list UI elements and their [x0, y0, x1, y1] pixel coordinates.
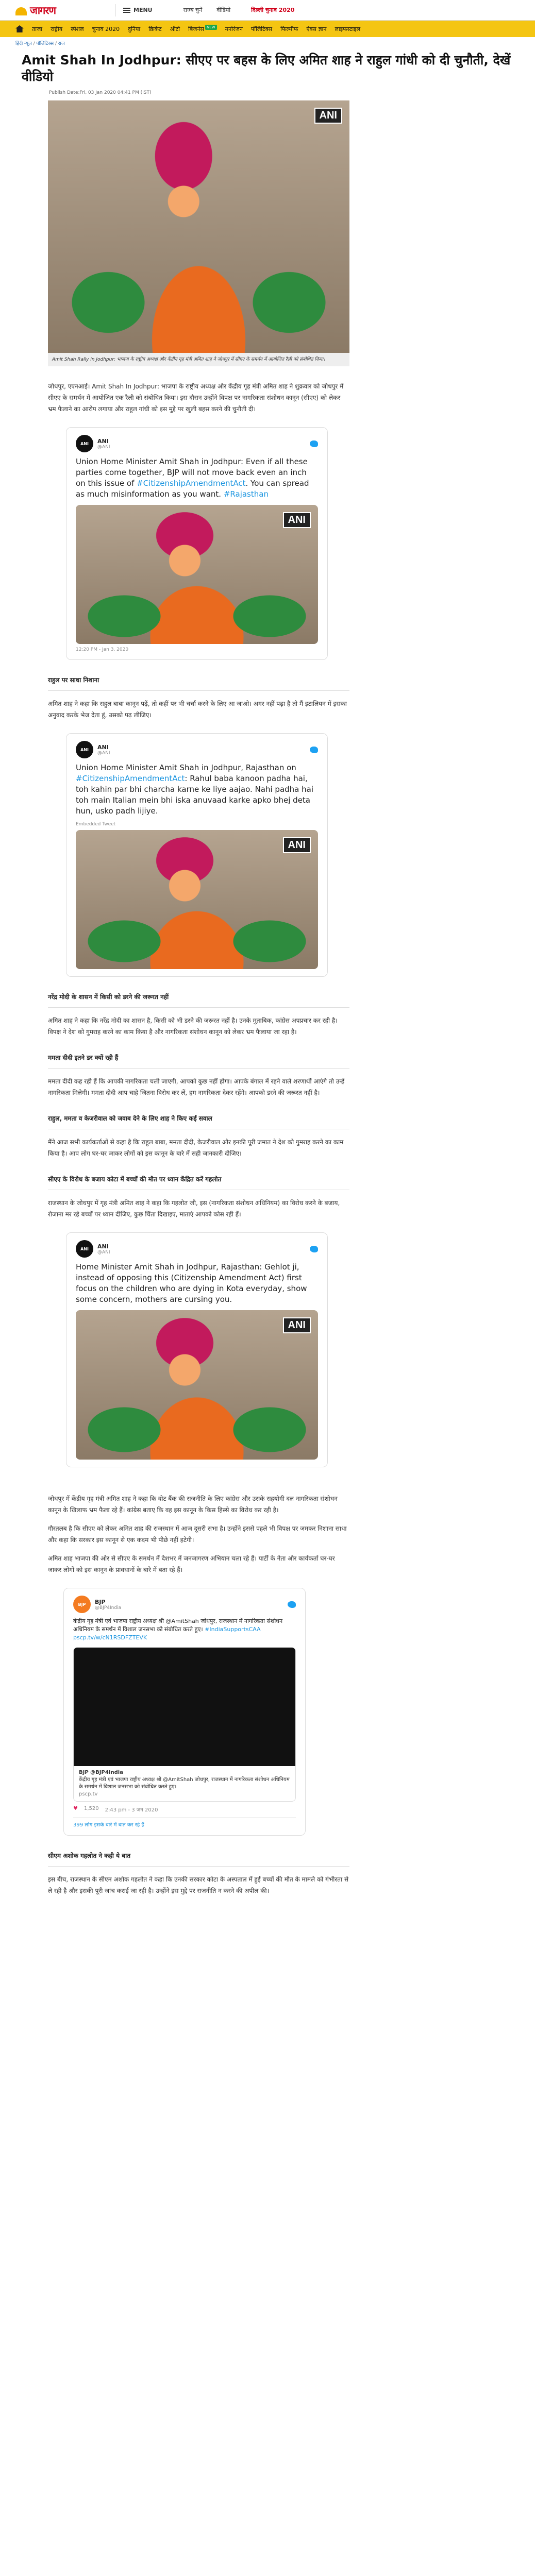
hero-image	[48, 100, 349, 353]
nav-item[interactable]: लाइफस्टाइल	[335, 25, 361, 32]
tweet-text: Union Home Minister Amit Shah in Jodhpur, Rajasthan on #CitizenshipAmendmentAct: Rahul baba kanoon padha hai, toh kahin par bhi charcha karne ke liye aajao. Nahi padha hai toh main Italian mein bhi iska anuvaad karke apko bhej deta hun, usko padh lijiye.	[76, 763, 314, 816]
hashtag-link[interactable]: #Rajasthan	[223, 489, 269, 499]
paragraph: गौरतलब है कि सीएए को लेकर अमित शाह की राजस्थान में आज दूसरी सभा है। उन्होंने इससे पहले भी विपक्ष पर जमकर निशाना साधा और कहा कि सरकार इस कानून से एक कदम भी पीछे नहीं हटेगी।	[48, 1525, 347, 1544]
nav-item[interactable]: चुनाव 2020	[92, 25, 120, 32]
tweet-embed: ANI ANI @ANI Home Minister Amit Shah in Jodhpur, Rajasthan: Gehlot ji, instead of opposing this (Citizenship Amendment Act) first focus on the children who are dying in Kota everyday, show some concern, mothers are cursing you. ANI	[66, 1232, 328, 1467]
hashtag-link[interactable]: #IndiaSupportsCAA	[205, 1626, 261, 1633]
tweet-footer: 12:20 PM - Jan 3, 2020	[76, 647, 129, 652]
tweet-footer: Embedded Tweet	[76, 822, 116, 827]
menu-button[interactable]: MENU	[115, 4, 153, 16]
nav-item[interactable]: बिजनेस $^{NEW}$	[188, 25, 216, 33]
ani-avatar[interactable]: ANI	[76, 741, 93, 758]
tweet-image[interactable]: ANI	[76, 1310, 318, 1460]
nav-item[interactable]: राष्ट्रीय	[51, 25, 63, 32]
paragraph: अमित शाह ने कहा कि नरेंद्र मोदी का शासन है, किसी को भी डरने की जरूरत नहीं है। उनके मुताबिक, कांग्रेस अपप्रचार कर रही है। विपक्ष ने देश को गुमराह करने का काम किया है और नागरिकता संशोधन कानून को लेकर भ्रम फैलाया जा रहा है।	[48, 1017, 338, 1036]
heart-icon[interactable]: ♥	[73, 1806, 78, 1811]
subheading: सीएम अशोक गहलोत ने कही ये बात	[48, 1851, 349, 1867]
paragraph: जोधपुर में केंद्रीय गृह मंत्री अमित शाह ने कहा कि वोट बैंक की राजनीति के लिए कांग्रेस और उसके सहयोगी दल नागरिकता संशोधन कानून के खिलाफ भ्रम फैला रहे हैं। कांग्रेस बताए कि वह इस कानून के किस हिस्से का विरोध कर रही है।	[48, 1495, 338, 1514]
hashtag-link[interactable]: #CitizenshipAmendmentAct	[76, 774, 185, 783]
ani-avatar[interactable]: ANI	[76, 435, 93, 452]
twitter-bird-icon[interactable]	[310, 440, 318, 447]
nav-item[interactable]: ऐक्स ज्ञान	[306, 25, 327, 32]
twitter-bird-icon[interactable]	[310, 747, 318, 753]
paragraph: राजस्थान के जोधपुर में गृह मंत्री अमित शाह ने कहा कि गहलोत जी, इस (नागरिकता संशोधन अधिनियम) का विरोध करने के बजाय, रोजाना मर रहे बच्चों पर ध्यान दीजिए, कुछ चिंता दिखाइए, माताएं आपको कोस रही हैं।	[48, 1199, 340, 1218]
hero-caption: Amit Shah Rally in Jodhpur: भाजपा के राष्ट्रीय अध्यक्ष और केंद्रीय गृह मंत्री अमित शाह ने जोधपुर में सीएए के समर्थन में आयोजित रैली को संबोधित किया।	[48, 353, 349, 366]
site-logo[interactable]: जागरण	[15, 3, 113, 17]
subheading: राहुल, ममता व केजरीवाल को जवाब देने के लिए शाह ने किए कई सवाल	[48, 1114, 349, 1129]
hashtag-link[interactable]: #CitizenshipAmendmentAct	[137, 479, 246, 488]
periscope-card[interactable]: BJP @BJP4India केंद्रीय गृह मंत्री एवं भाजपा राष्ट्रीय अध्यक्ष श्री @AmitShah जोधपुर, राजस्थान में नागरिकता संशोधन अधिनियम के समर्थन में विशाल जनसभा को संबोधित करते हुए। pscp.tv	[73, 1647, 296, 1802]
tweet-embed: ANI ANI @ANI Union Home Minister Amit Shah in Jodhpur, Rajasthan on #CitizenshipAmendmentAct: Rahul baba kanoon padha hai, toh kahin par bhi charcha karne ke liye aajao. Nahi padha hai toh main Italian mein bhi iska anuvaad karke apko bhej deta hun, usko padh lijiye. Embedded Tweet ANI	[66, 733, 328, 977]
breadcrumb-sub[interactable]: राज	[58, 41, 65, 46]
bjp-avatar[interactable]: BJP	[73, 1596, 91, 1613]
nav-item[interactable]: ताजा	[32, 25, 43, 32]
article-body	[48, 100, 349, 1896]
nav-item[interactable]: मनोरंजन	[225, 25, 243, 32]
tweet-text: Home Minister Amit Shah in Jodhpur, Rajasthan: Gehlot ji, instead of opposing this (Citizenship Amendment Act) first focus on the children who are dying in Kota everyday, show some concern, mothers are cursing you.	[76, 1262, 307, 1304]
subheading: सीएए के विरोध के बजाय कोटा में बच्चों की मौत पर ध्यान केंद्रित करें गहलोत	[48, 1175, 349, 1190]
conversation-link[interactable]: 399 लोग इसके बारे में बात कर रहे हैं	[73, 1817, 296, 1828]
subheading: राहुल पर साधा निशाना	[48, 675, 349, 691]
new-badge: NEW	[205, 25, 217, 30]
bjp-tweet-embed: BJP BJP @BJP4India केंद्रीय गृह मंत्री एवं भाजपा राष्ट्रीय अध्यक्ष श्री @AmitShah जोधपुर, राजस्थान में नागरिकता संशोधन अधिनियम के समर्थन में विशाल जनसभा को संबोधित करते हुए। #IndiaSupportsCAA pscp.tv/w/cN1RSDFZTEVK BJP @BJP4India केंद्रीय गृह मंत्री एवं भाजपा राष्ट्रीय अध्यक्ष श्री @AmitShah जोधपुर, राजस्थान में नागरिकता संशोधन अधिनियम के समर्थन में विशाल जनसभा को संबोधित करते हुए। pscp.tv ♥ 1,520 2:43 pm - 3 जन 2020 399 लोग इसके बारे में बात कर रहे हैं	[63, 1588, 306, 1836]
ani-watermark: ANI	[314, 108, 342, 124]
nav-item[interactable]: क्रिकेट	[148, 25, 162, 32]
main-nav	[0, 21, 535, 37]
article-title: Amit Shah In Jodhpur: सीएए पर बहस के लिए अमित शाह ने राहुल गांधी को दी चुनौती, देखें वीडियो	[22, 53, 511, 84]
nav-item[interactable]: ऑटो	[170, 25, 180, 32]
publish-date: Publish Date:Fri, 03 Jan 2020 04:41 PM (IST)	[49, 90, 152, 95]
site-header	[0, 0, 535, 21]
paragraph: मैंने आज सभी कार्यकर्ताओं से कहा है कि राहुल बाबा, ममता दीदी, केजरीवाल और इनकी पूरी जमात ने देश को गुमराह करने का काम किया है। आप लोग घर-घर जाकर लोगों को इस कानून के बारे में सही जानकारी दीजिए।	[48, 1139, 344, 1157]
sun-icon	[15, 7, 27, 15]
paragraph: अमित शाह भाजपा की ओर से सीएए के समर्थन में देशभर में जनजागरण अभियान चला रहे हैं। पार्टी के नेता और कार्यकर्ता घर-घर जाकर लोगों को इस कानून के प्रावधानों के बारे में बता रहे हैं।	[48, 1555, 335, 1573]
paragraph: ममता दीदी कह रही हैं कि आपकी नागरिकता चली जाएगी, आपको कुछ नहीं होगा। आपके बंगाल में रहने वाले शरणार्थी आएंगे तो उन्हें नागरिकता मिलेगी। ममता दीदी आप चाहे जितना विरोध कर लें, हम नागरिकता देकर रहेंगे। आपको डरने की जरूरत नहीं है।	[48, 1078, 345, 1096]
election-link[interactable]: दिल्ली चुनाव 2020	[251, 7, 295, 13]
hamburger-icon	[123, 8, 130, 13]
paragraph: इस बीच, राजस्थान के सीएम अशोक गहलोत ने कहा कि उनकी सरकार कोटा के अस्पताल में हुई बच्चों की मौत के मामले को गंभीरता से ले रही है और इसकी पूरी जांच कराई जा रही है। उन्होंने इस मुद्दे पर राजनीति न करने की अपील की।	[48, 1876, 349, 1894]
subheading: नरेंद्र मोदी के शासन में किसी को डरने की जरूरत नहीं	[48, 992, 349, 1008]
breadcrumb: हिंदी न्यूज़ / पॉलिटिक्स / राज	[15, 41, 65, 46]
breadcrumb-section[interactable]: पॉलिटिक्स	[36, 41, 54, 46]
periscope-link[interactable]: pscp.tv/w/cN1RSDFZTEVK	[73, 1634, 147, 1641]
twitter-bird-icon[interactable]	[310, 1246, 318, 1252]
state-select-link[interactable]: राज्य चुनें	[183, 7, 203, 13]
tweet-embed: ANI ANI @ANI Union Home Minister Amit Shah in Jodhpur: Even if all these parties come together, BJP will not move back even an inch on this issue of #CitizenshipAmendmentAct. You can spread as much misinformation as you want. #Rajasthan ANI 12:20 PM - Jan 3, 2020	[66, 427, 328, 660]
subheading: ममता दीदी इतने डर क्यों रही हैं	[48, 1053, 349, 1069]
paragraph: अमित शाह ने कहा कि राहुल बाबा कानून पढ़ें, तो कहीं पर भी चर्चा करने के लिए आ जाओ। अगर नहीं पढ़ा है तो मैं इटालियन में इसका अनुवाद करके भेज देता हूं, उसको पढ़ लीजिए।	[48, 700, 347, 719]
nav-item[interactable]: स्पेशल	[71, 25, 84, 32]
tweet-text: Union Home Minister Amit Shah in Jodhpur: Even if all these parties come together, BJP will not move back even an inch on this issue of #CitizenshipAmendmentAct. You can spread as much misinformation as you want. #Rajasthan	[76, 457, 309, 499]
tweet-text: केंद्रीय गृह मंत्री एवं भाजपा राष्ट्रीय अध्यक्ष श्री @AmitShah जोधपुर, राजस्थान में नागरिकता संशोधन अधिनियम के समर्थन में विशाल जनसभा को संबोधित करते हुए। #IndiaSupportsCAA pscp.tv/w/cN1RSDFZTEVK	[73, 1618, 283, 1641]
twitter-bird-icon[interactable]	[288, 1601, 296, 1608]
tweet-image[interactable]: ANI	[76, 505, 318, 644]
nav-item[interactable]: फिल्मीफ	[280, 25, 298, 32]
like-count: 1,520	[83, 1806, 99, 1811]
tweet-time: 2:43 pm - 3 जन 2020	[105, 1807, 158, 1813]
video-link[interactable]: वीडियो	[216, 7, 231, 13]
nav-item[interactable]: दुनिया	[128, 25, 141, 32]
nav-item[interactable]: पॉलिटिक्स	[250, 25, 273, 32]
video-thumbnail[interactable]	[74, 1648, 295, 1766]
paragraph: जोधपुर, एएनआई। Amit Shah In Jodhpur: भाजपा के राष्ट्रीय अध्यक्ष और केंद्रीय गृह मंत्री अमित शाह ने शुक्रवार को जोधपुर में सीएए के समर्थन में आयोजित एक रैली को संबोधित किया। इस दौरान उन्होंने विपक्ष पर नागरिकता संशोधन कानून (सीएए) को लेकर भ्रम फैलाने का आरोप लगाया और राहुल गांधी को इस मुद्दे पर खुली बहस करने की चुनौती दी।	[48, 383, 344, 413]
home-icon[interactable]	[15, 25, 24, 32]
ani-avatar[interactable]: ANI	[76, 1240, 93, 1258]
tweet-image[interactable]: ANI	[76, 830, 318, 969]
breadcrumb-home[interactable]: हिंदी न्यूज़	[15, 41, 32, 46]
